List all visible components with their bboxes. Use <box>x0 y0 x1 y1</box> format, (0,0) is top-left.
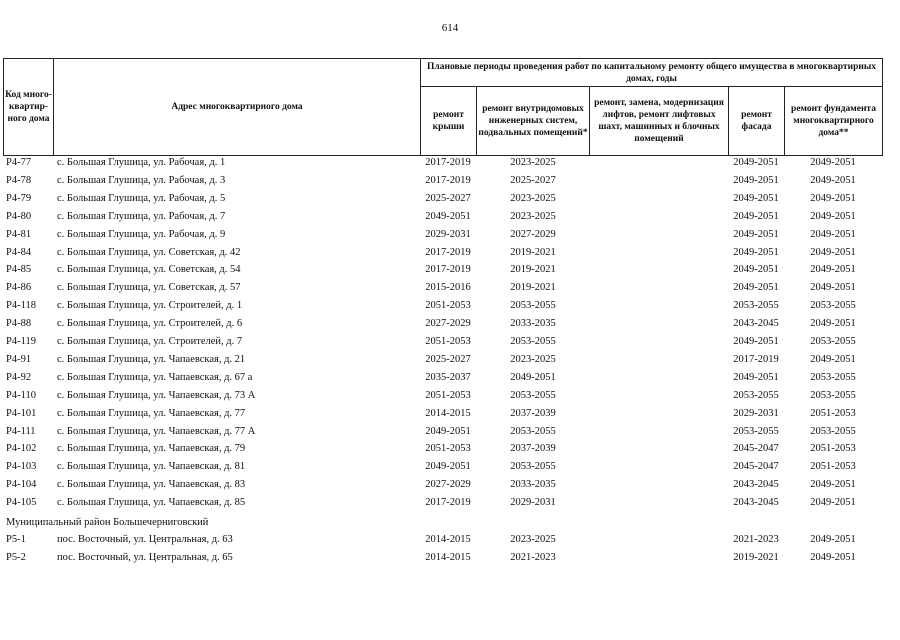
cell-address: с. Большая Глушица, ул. Строителей, д. 1 <box>57 300 243 312</box>
cell-code: Р4-102 <box>6 443 37 455</box>
cell-code: Р4-110 <box>6 389 36 401</box>
cell-address: с. Большая Глушица, ул. Чапаевская, д. 85 <box>57 497 246 509</box>
cell-foundation: 2049-2051 <box>810 282 856 294</box>
cell-roof: 2049-2051 <box>425 425 471 437</box>
cell-facade: 2049-2051 <box>733 228 779 240</box>
header-foundation: ремонт фундамента многоквартирного дома** <box>784 86 883 156</box>
cell-facade: 2049-2051 <box>733 282 779 294</box>
cell-code: Р4-105 <box>6 497 37 509</box>
cell-roof: 2051-2053 <box>425 389 471 401</box>
cell-facade: 2019-2021 <box>733 552 779 563</box>
cell-code: Р4-77 <box>6 157 32 168</box>
cell-code: Р4-103 <box>6 461 37 473</box>
cell-address: с. Большая Глушица, ул. Рабочая, д. 3 <box>57 174 226 186</box>
cell-roof: 2015-2016 <box>425 282 471 294</box>
cell-foundation: 2053-2055 <box>810 300 856 312</box>
cell-address: с. Большая Глушица, ул. Рабочая, д. 7 <box>57 210 226 222</box>
cell-facade: 2045-2047 <box>733 443 779 455</box>
cell-engineering: 2049-2051 <box>510 371 556 383</box>
cell-address: с. Большая Глушица, ул. Чапаевская, д. 21 <box>57 353 246 365</box>
cell-foundation: 2049-2051 <box>810 228 856 240</box>
table-row <box>0 369 900 387</box>
table-row <box>0 208 900 226</box>
cell-foundation: 2049-2051 <box>810 157 856 168</box>
page-number: 614 <box>441 22 459 34</box>
cell-engineering: 2037-2039 <box>510 407 556 419</box>
table-row <box>0 279 900 297</box>
cell-code: Р4-84 <box>6 246 32 258</box>
cell-code: Р4-111 <box>6 425 36 437</box>
cell-engineering: 2023-2025 <box>510 210 556 222</box>
cell-foundation: 2049-2051 <box>810 353 856 365</box>
table-row <box>0 494 900 512</box>
cell-facade: 2049-2051 <box>733 371 779 383</box>
cell-engineering: 2019-2021 <box>510 282 556 294</box>
table-row <box>0 531 900 549</box>
cell-address: с. Большая Глушица, ул. Рабочая, д. 9 <box>57 228 226 240</box>
cell-roof: 2014-2015 <box>425 407 471 419</box>
cell-roof: 2017-2019 <box>425 157 471 168</box>
cell-code: Р4-119 <box>6 336 36 347</box>
cell-foundation: 2049-2051 <box>810 552 856 563</box>
cell-address: с. Большая Глушица, ул. Чапаевская, д. 79 <box>57 443 246 455</box>
cell-code: Р4-104 <box>6 479 37 491</box>
cell-foundation: 2049-2051 <box>810 210 856 222</box>
cell-engineering: 2053-2055 <box>510 425 556 437</box>
cell-facade: 2053-2055 <box>733 389 779 401</box>
cell-engineering: 2019-2021 <box>510 246 556 258</box>
cell-foundation: 2049-2051 <box>810 246 856 258</box>
cell-roof: 2029-2031 <box>425 228 471 240</box>
cell-roof: 2035-2037 <box>425 371 471 383</box>
cell-code: Р4-91 <box>6 353 32 365</box>
cell-foundation: 2051-2053 <box>810 461 856 473</box>
cell-facade: 2043-2045 <box>733 479 779 491</box>
cell-code: Р4-92 <box>6 371 32 383</box>
cell-address: с. Большая Глушица, ул. Строителей, д. 7 <box>57 336 243 347</box>
cell-foundation: 2053-2055 <box>810 336 856 347</box>
table-row <box>0 458 900 476</box>
table-row <box>0 351 900 369</box>
cell-facade: 2045-2047 <box>733 461 779 473</box>
cell-engineering: 2027-2029 <box>510 228 556 240</box>
cell-facade: 2043-2045 <box>733 497 779 509</box>
cell-engineering: 2053-2055 <box>510 389 556 401</box>
cell-roof: 2027-2029 <box>425 318 471 330</box>
cell-address: с. Большая Глушица, ул. Чапаевская, д. 67 а <box>57 371 253 383</box>
header-engineering: ремонт внутридомовых инженерных систем, подвальных помещений* <box>476 86 590 156</box>
cell-code: Р4-80 <box>6 210 32 222</box>
cell-code: Р4-86 <box>6 282 32 294</box>
cell-engineering: 2023-2025 <box>510 353 556 365</box>
cell-facade: 2049-2051 <box>733 336 779 347</box>
cell-facade: 2053-2055 <box>733 300 779 312</box>
cell-facade: 2049-2051 <box>733 264 779 276</box>
cell-address: с. Большая Глушица, ул. Чапаевская, д. 73 А <box>57 389 256 401</box>
cell-facade: 2049-2051 <box>733 210 779 222</box>
cell-foundation: 2049-2051 <box>810 174 856 186</box>
cell-roof: 2051-2053 <box>425 336 471 347</box>
table-row <box>0 387 900 405</box>
cell-roof: 2014-2015 <box>425 534 471 545</box>
cell-roof: 2017-2019 <box>425 497 471 509</box>
cell-roof: 2027-2029 <box>425 479 471 491</box>
header-code: Код много-квартир-ного дома <box>3 58 54 156</box>
cell-engineering: 2021-2023 <box>510 552 556 563</box>
cell-engineering: 2033-2035 <box>510 318 556 330</box>
cell-foundation: 2053-2055 <box>810 389 856 401</box>
cell-roof: 2049-2051 <box>425 461 471 473</box>
cell-facade: 2053-2055 <box>733 425 779 437</box>
table-row <box>0 549 900 567</box>
header-facade: ремонт фасада <box>728 86 785 156</box>
cell-foundation: 2049-2051 <box>810 479 856 491</box>
cell-facade: 2017-2019 <box>733 353 779 365</box>
cell-foundation: 2049-2051 <box>810 534 856 545</box>
cell-facade: 2049-2051 <box>733 246 779 258</box>
header-roof: ремонт крыши <box>420 86 477 156</box>
cell-facade: 2049-2051 <box>733 174 779 186</box>
cell-roof: 2017-2019 <box>425 264 471 276</box>
cell-roof: 2017-2019 <box>425 174 471 186</box>
cell-engineering: 2033-2035 <box>510 479 556 491</box>
cell-roof: 2051-2053 <box>425 443 471 455</box>
cell-roof: 2025-2027 <box>425 192 471 204</box>
cell-engineering: 2037-2039 <box>510 443 556 455</box>
cell-code: Р5-2 <box>6 552 26 563</box>
table-row <box>0 261 900 279</box>
cell-engineering: 2023-2025 <box>510 534 556 545</box>
table-row <box>0 476 900 494</box>
table-row <box>0 244 900 262</box>
cell-code: Р4-78 <box>6 174 32 186</box>
header-periods: Плановые периоды проведения работ по капитальному ремонту общего имущества в многоквартирных домах, годы <box>420 58 883 87</box>
cell-roof: 2051-2053 <box>425 300 471 312</box>
table-row <box>0 226 900 244</box>
cell-address: с. Большая Глушица, ул. Советская, д. 57 <box>57 282 241 294</box>
table-row <box>0 440 900 458</box>
cell-facade: 2029-2031 <box>733 407 779 419</box>
cell-address: с. Большая Глушица, ул. Строителей, д. 6 <box>57 318 243 330</box>
cell-foundation: 2049-2051 <box>810 318 856 330</box>
cell-roof: 2017-2019 <box>425 246 471 258</box>
cell-address: пос. Восточный, ул. Центральная, д. 63 <box>57 534 233 545</box>
header-address: Адрес многоквартирного дома <box>53 58 421 156</box>
table-row <box>0 423 900 441</box>
cell-code: Р5-1 <box>6 534 26 545</box>
header-lifts: ремонт, замена, модернизация лифтов, ремонт лифтовых шахт, машинных и блочных помещений <box>589 86 729 156</box>
table-row <box>0 405 900 423</box>
cell-foundation: 2053-2055 <box>810 371 856 383</box>
cell-facade: 2043-2045 <box>733 318 779 330</box>
cell-code: Р4-79 <box>6 192 32 204</box>
cell-engineering: 2025-2027 <box>510 174 556 186</box>
cell-address: пос. Восточный, ул. Центральная, д. 65 <box>57 552 233 563</box>
table-row <box>0 190 900 208</box>
cell-foundation: 2049-2051 <box>810 264 856 276</box>
table-row <box>0 172 900 190</box>
cell-address: с. Большая Глушица, ул. Советская, д. 42 <box>57 246 241 258</box>
cell-roof: 2025-2027 <box>425 353 471 365</box>
cell-engineering: 2053-2055 <box>510 336 556 347</box>
table-row <box>0 315 900 333</box>
cell-foundation: 2051-2053 <box>810 407 856 419</box>
cell-foundation: 2049-2051 <box>810 192 856 204</box>
cell-address: с. Большая Глушица, ул. Чапаевская, д. 77 А <box>57 425 256 437</box>
cell-address: с. Большая Глушица, ул. Рабочая, д. 1 <box>57 157 226 168</box>
cell-code: Р4-85 <box>6 264 32 276</box>
cell-engineering: 2019-2021 <box>510 264 556 276</box>
cell-engineering: 2029-2031 <box>510 497 556 509</box>
cell-roof: 2014-2015 <box>425 552 471 563</box>
cell-code: Р4-118 <box>6 300 36 312</box>
cell-engineering: 2023-2025 <box>510 157 556 168</box>
cell-code: Р4-81 <box>6 228 32 240</box>
cell-address: с. Большая Глушица, ул. Чапаевская, д. 77 <box>57 407 246 419</box>
cell-engineering: 2023-2025 <box>510 192 556 204</box>
table-row <box>0 297 900 315</box>
cell-roof: 2049-2051 <box>425 210 471 222</box>
cell-code: Р4-101 <box>6 407 37 419</box>
cell-foundation: 2051-2053 <box>810 443 856 455</box>
table-row <box>0 333 900 351</box>
table-row <box>0 154 900 172</box>
cell-engineering: 2053-2055 <box>510 461 556 473</box>
cell-address: с. Большая Глушица, ул. Чапаевская, д. 83 <box>57 479 246 491</box>
cell-foundation: 2053-2055 <box>810 425 856 437</box>
cell-facade: 2049-2051 <box>733 192 779 204</box>
cell-address: с. Большая Глушица, ул. Рабочая, д. 5 <box>57 192 226 204</box>
cell-foundation: 2049-2051 <box>810 497 856 509</box>
cell-engineering: 2053-2055 <box>510 300 556 312</box>
cell-facade: 2021-2023 <box>733 534 779 545</box>
section-title: Муниципальный район Большечерниговский <box>6 517 209 528</box>
cell-address: с. Большая Глушица, ул. Советская, д. 54 <box>57 264 241 276</box>
cell-code: Р4-88 <box>6 318 32 330</box>
cell-address: с. Большая Глушица, ул. Чапаевская, д. 81 <box>57 461 246 473</box>
cell-facade: 2049-2051 <box>733 157 779 168</box>
